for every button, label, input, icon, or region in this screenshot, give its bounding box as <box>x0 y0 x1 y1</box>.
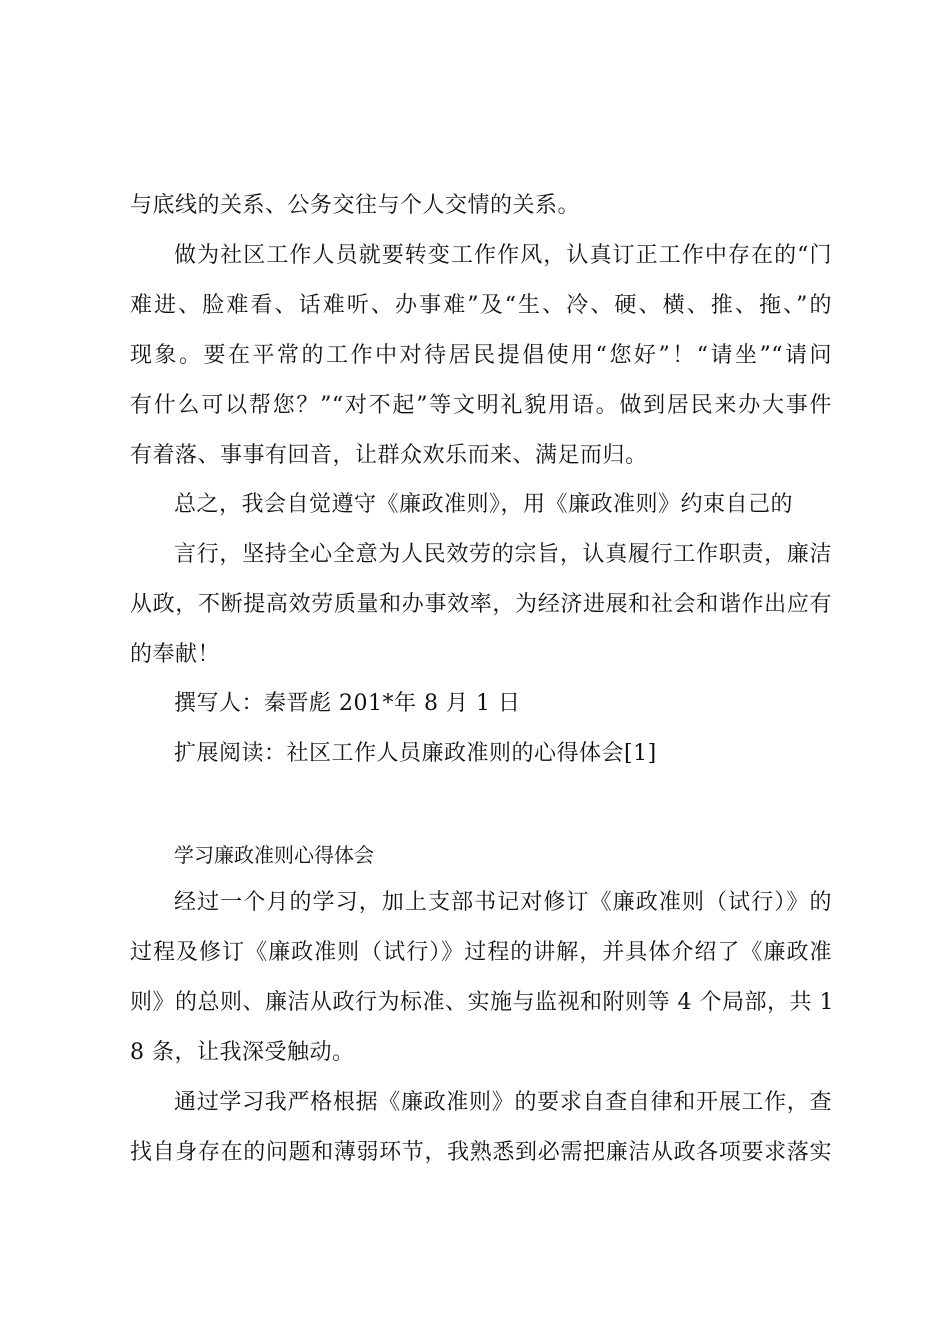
paragraph-line: 难进、脸难看、话难听、办事难”及“生、冷、硬、横、推、拖、”的 <box>130 293 832 318</box>
paragraph-line: 总之，我会自觉遵守《廉政准则》，用《廉政准则》约束自己的 <box>174 492 794 517</box>
paragraph-line: 从政，不断提高效劳质量和办事效率，为经济进展和社会和谐作出应有 <box>130 592 832 617</box>
paragraph-line: 有什么可以帮您？”“对不起”等文明礼貌用语。做到居民来办大事件 <box>130 393 832 418</box>
paragraph-line: 做为社区工作人员就要转变工作作风，认真订正工作中存在的“门 <box>174 243 832 268</box>
paragraph-line: 则》的总则、廉洁从政行为标准、实施与监视和附则等 4 个局部，共 1 <box>130 990 834 1015</box>
paragraph-line: 找自身存在的问题和薄弱环节，我熟悉到必需把廉洁从政各项要求落实 <box>130 1140 832 1165</box>
author-line: 撰写人：秦晋彪 201*年 8 月 1 日 <box>174 691 521 716</box>
paragraph-line: 现象。要在平常的工作中对待居民提倡使用“您好”！“请坐”“请问 <box>130 343 832 368</box>
paragraph-line: 8 条，让我深受触动。 <box>130 1040 355 1065</box>
paragraph-line: 言行，坚持全心全意为人民效劳的宗旨，认真履行工作职责，廉洁 <box>174 542 832 567</box>
paragraph-line: 通过学习我严格根据《廉政准则》的要求自查自律和开展工作，查 <box>174 1090 832 1115</box>
paragraph-line: 有着落、事事有回音，让群众欢乐而来、满足而归。 <box>130 443 648 468</box>
paragraph-line: 的奉献！ <box>130 642 221 667</box>
extended-reading-line: 扩展阅读：社区工作人员廉政准则的心得体会[1] <box>174 741 657 766</box>
paragraph-line: 经过一个月的学习，加上支部书记对修订《廉政准则（试行）》的 <box>174 890 832 915</box>
section-heading: 学习廉政准则心得体会 <box>174 843 374 867</box>
paragraph-line: 过程及修订《廉政准则（试行）》过程的讲解，并具体介绍了《廉政准 <box>130 940 832 965</box>
paragraph-line: 与底线的关系、公务交往与个人交情的关系。 <box>130 193 581 218</box>
